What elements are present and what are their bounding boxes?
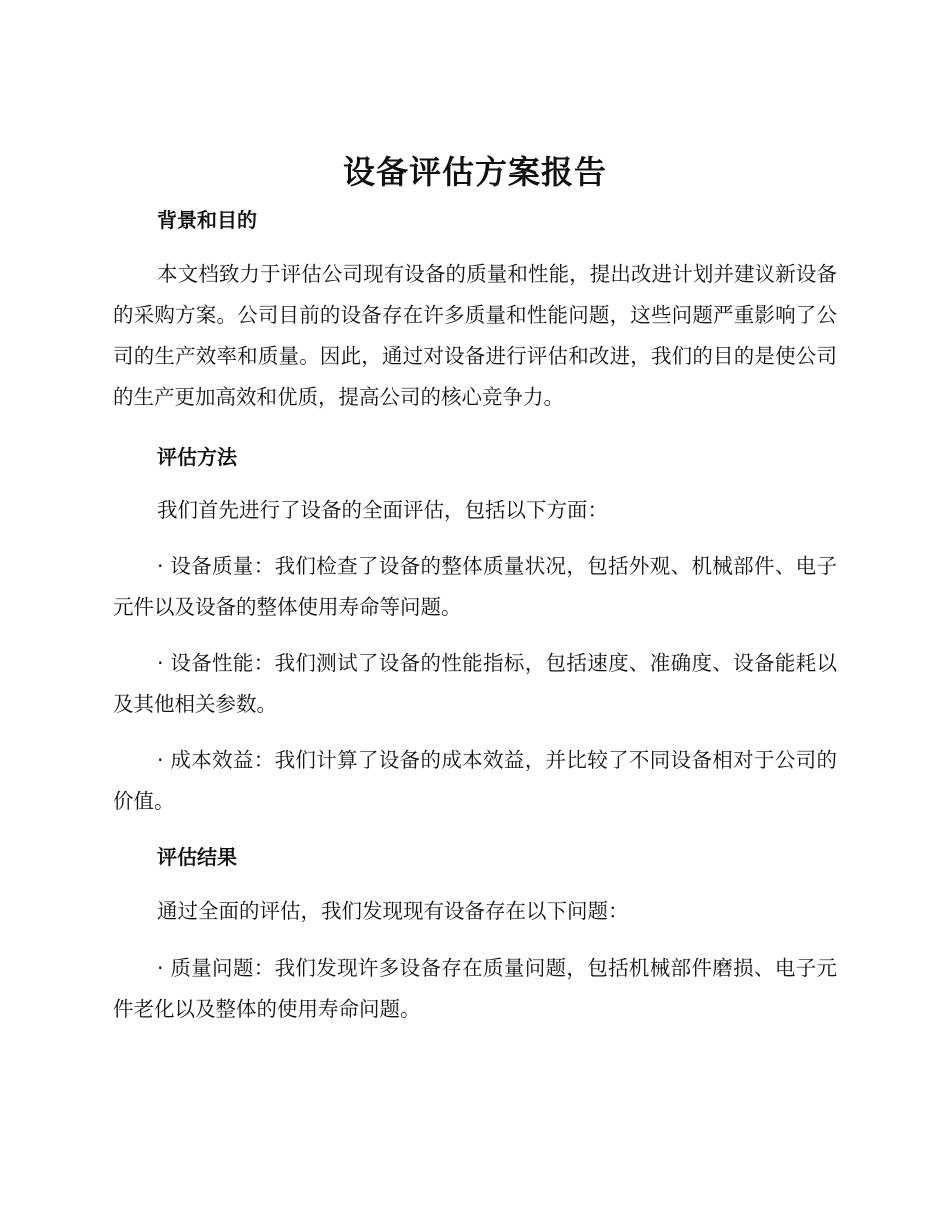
bullet-equipment-quality: · 设备质量：我们检查了设备的整体质量状况，包括外观、机械部件、电子元件以及设备的整体使用寿命等问题。	[113, 554, 837, 619]
section-heading-background: 背景和目的	[157, 208, 257, 232]
bullet-quality-issues: · 质量问题：我们发现许多设备存在质量问题，包括机械部件磨损、电子元件老化以及整体的使用寿命问题。	[113, 956, 837, 1021]
bullet-cost-benefit: · 成本效益：我们计算了设备的成本效益，并比较了不同设备相对于公司的价值。	[113, 748, 837, 813]
bullet-equipment-performance: · 设备性能：我们测试了设备的性能指标，包括速度、准确度、设备能耗以及其他相关参数。	[113, 651, 837, 716]
section-heading-method: 评估方法	[157, 445, 237, 469]
section-heading-results: 评估结果	[157, 845, 237, 869]
paragraph-background-purpose: 本文档致力于评估公司现有设备的质量和性能，提出改进计划并建议新设备的采购方案。公司目前的设备存在许多质量和性能问题，这些问题严重影响了公司的生产效率和质量。因此，通过对设备进行评估和改进，我们的目的是使公司的生产更加高效和优质，提高公司的核心竞争力。	[113, 262, 837, 409]
paragraph-method-intro: 我们首先进行了设备的全面评估，包括以下方面：	[157, 498, 608, 522]
paragraph-results-intro: 通过全面的评估，我们发现现有设备存在以下问题：	[157, 899, 629, 923]
document-title: 设备评估方案报告	[342, 153, 607, 191]
